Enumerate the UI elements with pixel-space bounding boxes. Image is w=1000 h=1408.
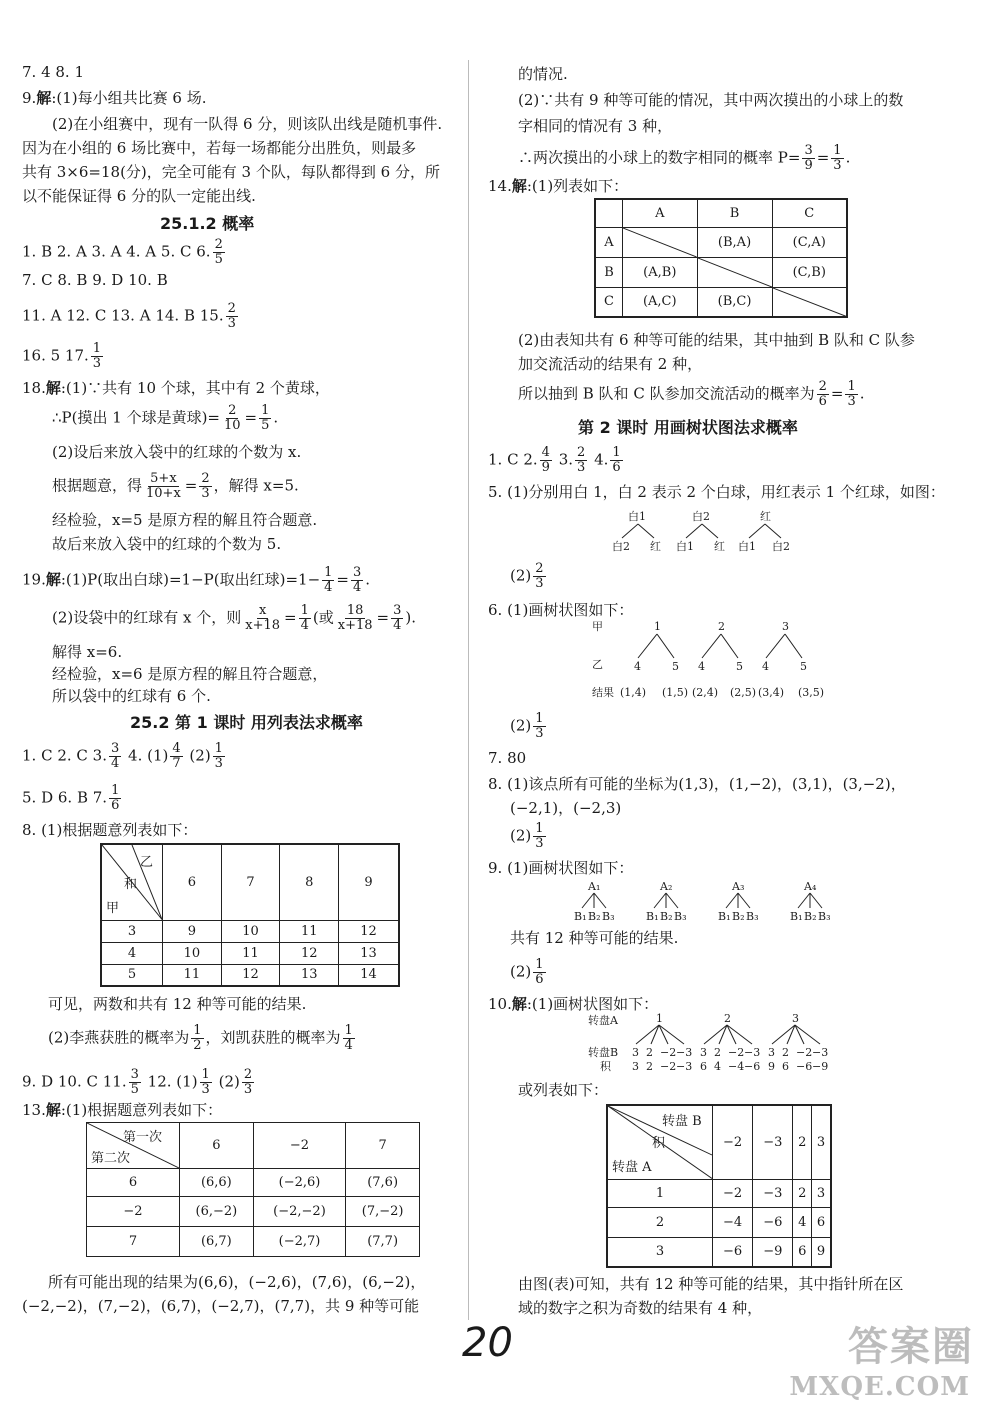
q13-continued-4: ∴两次摸出的小球上的数字相同的概率 P= $\frac{3}{9}$ = $\frac{1}{3}$ . (518, 143, 851, 173)
q6-tree-diagram (590, 618, 850, 700)
q10-prod: −2 (660, 1060, 677, 1073)
q14-intro: 14.解:(1)列表如下： (488, 177, 629, 195)
q6-result: (3,4) (758, 686, 785, 699)
q14-col-header: B (697, 199, 772, 227)
table-row: 3 −6 −9 6 9 (607, 1237, 831, 1267)
q8-col-header: 7 (221, 844, 280, 920)
q10-leaf: 3 (768, 1046, 775, 1059)
q6-result: (1,5) (662, 686, 689, 699)
q8-col-header: 6 (163, 844, 222, 920)
q10-leaf: 2 (714, 1046, 721, 1059)
q5-leaf: 白1 (738, 540, 756, 553)
left-column (0, 0, 470, 1408)
q9-leaf: B₁ (646, 910, 659, 923)
q10-leaf: −3 (676, 1046, 693, 1059)
q10-label-a: 转盘A (588, 1014, 618, 1027)
q10-prod: 2 (646, 1060, 653, 1073)
q10-root: 2 (724, 1012, 731, 1025)
q6-results-label: 结果 (592, 686, 614, 699)
q5-leaf: 红 (650, 540, 661, 553)
q10-col-header: −2 (713, 1105, 753, 1179)
q10-col-header: 3 (811, 1105, 831, 1179)
section-heading-25-1-2: 25.1.2 概率 (160, 214, 255, 233)
q9-root: A₄ (804, 880, 817, 893)
table-row: B (A,B) (C,B) (595, 257, 847, 287)
q5-tree-diagram (610, 508, 800, 554)
q14-col-header: C (772, 199, 847, 227)
q9-leaf: B₃ (674, 910, 687, 923)
q10-prod: 6 (782, 1060, 789, 1073)
q9-right-part3: (2) $\frac{1}{6}$ (510, 957, 544, 987)
q13-col-header: 6 (180, 1123, 254, 1169)
q19-part5: 所以袋中的红球有 6 个. (52, 687, 211, 705)
q9-tree-diagram (572, 878, 832, 924)
q8-table-corner: 乙 和 甲 (101, 844, 163, 920)
q10-prod: −4 (728, 1060, 745, 1073)
q8-col-header: 8 (280, 844, 339, 920)
q14-corner-cell (595, 199, 623, 227)
q10-conclusion-1: 由图(表)可知，共有 12 种等可能的结果，其中指针所在区 (518, 1275, 904, 1293)
q14-part4: 所以抽到 B 队和 C 队参加交流活动的概率为 $\frac{2}{6}$ = $\frac{1}{3}$ . (518, 379, 865, 409)
q6-leaf: 4 (634, 660, 641, 673)
q9-leaf: B₃ (818, 910, 831, 923)
q6-result: (3,5) (798, 686, 825, 699)
q19-part3: 解得 x=6. (52, 643, 123, 661)
q8-result: 可见，两数和共有 12 种等可能的结果. (48, 995, 307, 1013)
q9-part2: (2)在小组赛中，现有一队得 6 分，则该队出线是随机事件. (52, 115, 443, 133)
q6-leaf: 5 (800, 660, 807, 673)
q19-part1: 19.解:(1)P(取出白球)=1−P(取出红球)=1− $\frac{1}{4}$ = $\frac{3}{4}$ . (22, 565, 371, 595)
q5-root: 红 (760, 510, 771, 523)
q14-col-header: A (623, 199, 698, 227)
q13-result-2: (−2,−2)，(7,−2)，(6,7)，(−2,7)，(7,7)，共 9 种等可能 (22, 1297, 420, 1315)
q10-label-b: 转盘B (588, 1046, 619, 1059)
table-row: 6 (6,6) (−2,6) (7,6) (87, 1169, 420, 1197)
q6-intro: 6. (1)画树状图如下： (488, 601, 634, 619)
q6-root: 2 (718, 620, 725, 633)
q9-leaf: B₁ (574, 910, 587, 923)
q10-conclusion-2: 域的数字之积为奇数的结果有 4 种， (518, 1299, 763, 1317)
q6-root: 1 (654, 620, 661, 633)
q18-part3: (2)设后来放入袋中的红球的个数为 x. (52, 443, 302, 461)
section-heading-lesson-2: 第 2 课时 用画树状图法求概率 (578, 418, 798, 437)
q8-intro: 8. (1)根据题意列表如下： (22, 821, 198, 839)
q7-answer: 7. 80 (488, 749, 527, 767)
q10-prod: −9 (812, 1060, 829, 1073)
q5-root: 白1 (628, 510, 646, 523)
q5-leaf: 白2 (772, 540, 790, 553)
q10-prod: 3 (632, 1060, 639, 1073)
q9-root: A₂ (660, 880, 673, 893)
q9-leaf: B₂ (732, 910, 745, 923)
q8-right-part2: (−2,1)，(−2,3) (510, 799, 622, 817)
q9-leaf: B₁ (718, 910, 731, 923)
q14-part3: 加交流活动的结果有 2 种， (518, 355, 703, 373)
q9-leaf: B₃ (746, 910, 759, 923)
table-row: C (A,C) (B,C) (595, 287, 847, 317)
q5-leaf: 白1 (676, 540, 694, 553)
page-number: 20 (462, 1320, 513, 1366)
q10-or-table: 或列表如下： (518, 1081, 609, 1099)
q9-leaf: B₂ (660, 910, 673, 923)
q10-leaf: −3 (812, 1046, 829, 1059)
q13-col-header: −2 (253, 1123, 346, 1169)
q13-col-header: 7 (346, 1123, 420, 1169)
q9-part4: 共有 3×6=18(分)，完全可能有 3 个队，每队都得到 6 分，所 (22, 163, 440, 181)
watermark-url: MXQE.COM (789, 1372, 970, 1402)
q10-root: 1 (656, 1012, 663, 1025)
q9-leaf: B₃ (602, 910, 615, 923)
table-row: 7 (6,7) (−2,7) (7,7) (87, 1227, 420, 1257)
choice-row-4: 16. 5 17. $\frac{1}{3}$ (22, 341, 102, 371)
q10-prod: 4 (714, 1060, 721, 1073)
choice-row-1: 1. B 2. A 3. A 4. A 5. C 6. $\frac{2}{5}$ (22, 237, 223, 267)
right-column (480, 0, 1000, 1408)
q10-leaf: 3 (632, 1046, 639, 1059)
q18-part6: 故后来放入袋中的红球的个数为 5. (52, 535, 282, 553)
q10-table (606, 1104, 832, 1268)
q6-result: (2,5) (730, 686, 757, 699)
table-row: 5 11 12 13 14 (101, 964, 399, 986)
q13-continued-1: 的情况. (518, 65, 568, 83)
q9-part3: 因为在小组的 6 场比赛中，若每一场都能分出胜负，则最多 (22, 139, 417, 157)
q10-leaf: −2 (796, 1046, 813, 1059)
q6-label-jia: 甲 (592, 620, 603, 633)
q9-part1: 9.解:(1)每小组共比赛 6 场. (22, 89, 207, 107)
q9-part5: 以不能保证得 6 分的队一定能出线. (22, 187, 256, 205)
q9-leaf: B₂ (804, 910, 817, 923)
choice-row-2: 7. C 8. B 9. D 10. B (22, 271, 168, 289)
q18-part2: ∴P(摸出 1 个球是黄球)= $\frac{2}{10}$ = $\frac{1}{5}$ . (52, 403, 279, 433)
table-row: 3 9 10 11 12 (101, 920, 399, 942)
table-row: A (B,A) (C,A) (595, 227, 847, 257)
q10-col-header: −3 (753, 1105, 793, 1179)
q13-table (86, 1122, 420, 1257)
q10-prod: −6 (796, 1060, 813, 1073)
q9-root: A₃ (732, 880, 745, 893)
q18-part1: 18.解:(1)∵共有 10 个球，其中有 2 个黄球， (22, 379, 330, 397)
q19-part4: 经检验，x=6 是原方程的解且符合题意， (52, 665, 328, 683)
q10-root: 3 (792, 1012, 799, 1025)
q8-table (100, 843, 400, 987)
choice-row-5: 1. C 2. C 3. $\frac{3}{4}$ 4. (1) $\frac{4}{7}$ (2) $\frac{1}{3}$ (22, 741, 223, 771)
q13-result-1: 所有可能出现的结果为(6,6)，(−2,6)，(7,6)，(6,−2)， (48, 1273, 426, 1291)
q14-table (594, 198, 848, 318)
q10-leaf: 2 (646, 1046, 653, 1059)
watermark-logo: 答案圈 (848, 1323, 974, 1370)
q14-part2: (2)由表知共有 6 种等可能的结果，其中抽到 B 队和 C 队参 (518, 331, 915, 349)
q5-root: 白2 (692, 510, 710, 523)
q9-right-part2: 共有 12 种等可能的结果. (510, 929, 679, 947)
q13-table-corner: 第一次 第二次 (87, 1123, 180, 1169)
q10-prod: 9 (768, 1060, 775, 1073)
q9-leaf: B₁ (790, 910, 803, 923)
table-row: 2 −4 −6 4 6 (607, 1207, 831, 1237)
q10-leaf: −3 (744, 1046, 761, 1059)
q18-part5: 经检验，x=5 是原方程的解且符合题意. (52, 511, 318, 529)
q18-part4: 根据题意，得 $\frac{5+x}{10+x}$ = $\frac{2}{3}$ ，解得 x=5. (52, 471, 299, 501)
q6-label-yi: 乙 (592, 658, 603, 671)
q9-right-intro: 9. (1)画树状图如下： (488, 859, 634, 877)
q8-col-header: 9 (339, 844, 399, 920)
q6-result: (2,4) (692, 686, 719, 699)
choice-row-8: 1. C 2. $\frac{4}{9}$ 3. $\frac{2}{3}$ 4. $\frac{1}{6}$ (488, 445, 621, 475)
q10-table-corner: 转盘 B 积 转盘 A (607, 1105, 713, 1179)
q6-part2: (2) $\frac{1}{3}$ (510, 711, 544, 741)
q13-intro: 13.解:(1)根据题意列表如下： (22, 1101, 223, 1119)
q5-intro: 5. (1)分别用白 1，白 2 表示 2 个白球，用红表示 1 个红球，如图： (488, 483, 945, 501)
q8-right-part3: (2) $\frac{1}{3}$ (510, 821, 544, 851)
table-row: −2 (6,−2) (−2,−2) (7,−2) (87, 1197, 420, 1227)
section-heading-25-2: 25.2 第 1 课时 用列表法求概率 (130, 713, 363, 732)
q6-leaf: 4 (762, 660, 769, 673)
table-row: 4 10 11 12 13 (101, 942, 399, 964)
q8-probability: (2)李燕获胜的概率为 $\frac{1}{2}$ ，刘凯获胜的概率为 $\frac{1}{4}$ (48, 1023, 353, 1053)
choice-row-6: 5. D 6. B 7. $\frac{1}{6}$ (22, 783, 120, 813)
q10-leaf: −2 (728, 1046, 745, 1059)
q10-intro: 10.解:(1)画树状图如下： (488, 995, 659, 1013)
choice-row-7: 9. D 10. C 11. $\frac{3}{5}$ 12. (1) $\frac{1}{3}$ (2) $\frac{2}{3}$ (22, 1067, 253, 1097)
q13-continued-2: (2)∵共有 9 种等可能的情况，其中两次摸出的小球上的数 (518, 91, 904, 109)
q5-part2: (2) $\frac{2}{3}$ (510, 561, 544, 591)
q10-col-header: 2 (793, 1105, 812, 1179)
q10-prod: 6 (700, 1060, 707, 1073)
answers-7-8: 7. 4 8. 1 (22, 63, 85, 81)
q10-leaf: 3 (700, 1046, 707, 1059)
q6-result: (1,4) (620, 686, 647, 699)
q9-root: A₁ (588, 880, 601, 893)
q19-part2: (2)设袋中的红球有 x 个，则 $\frac{x}{x+18}$ = $\frac{1}{4}$ (或 $\frac{18}{x+18}$ = $\frac{3}{4}$ ). (52, 603, 417, 633)
q10-label-prod: 积 (600, 1060, 611, 1073)
q10-tree-diagram (588, 1012, 838, 1074)
q9-leaf: B₂ (588, 910, 601, 923)
table-row: 1 −2 −3 2 3 (607, 1179, 831, 1207)
q13-continued-3: 字相同的情况有 3 种， (518, 117, 673, 135)
q10-leaf: 2 (782, 1046, 789, 1059)
q6-leaf: 4 (698, 660, 705, 673)
q10-prod: −3 (676, 1060, 693, 1073)
q6-root: 3 (782, 620, 789, 633)
q5-leaf: 白2 (612, 540, 630, 553)
choice-row-3: 11. A 12. C 13. A 14. B 15. $\frac{2}{3}$ (22, 301, 236, 331)
q10-leaf: −2 (660, 1046, 677, 1059)
q10-prod: −6 (744, 1060, 761, 1073)
q6-leaf: 5 (736, 660, 743, 673)
q8-right-part1: 8. (1)该点所有可能的坐标为(1,3)，(1,−2)，(3,1)，(3,−2)， (488, 775, 906, 793)
q6-leaf: 5 (672, 660, 679, 673)
q5-leaf: 红 (714, 540, 725, 553)
